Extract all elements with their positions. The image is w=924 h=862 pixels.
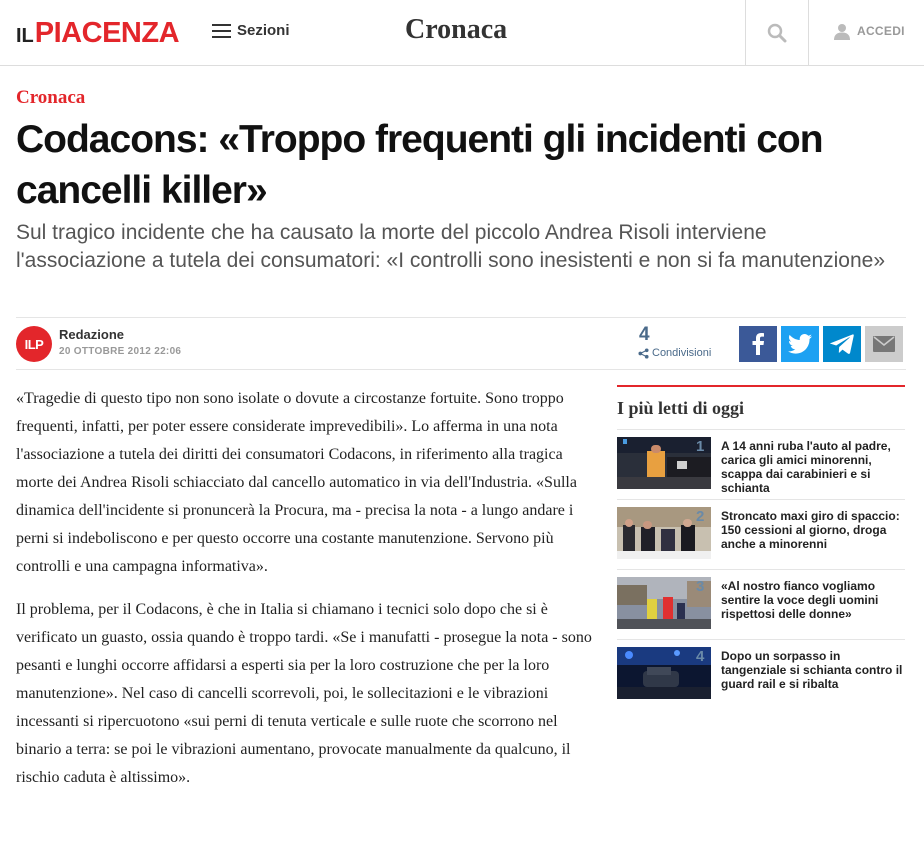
most-read-item[interactable] — [617, 570, 905, 640]
article-paragraph: Il problema, per il Codacons, è che in Italia si chiamano i tecnici solo dopo che si è verificato un guasto, ossia quando è troppo tardi. «Se i manufatti - prosegue la nota - sono pesanti e lunghi occorre affidarsi a esperti sia per la loro costruzione che per la loro manutenzione». Nel caso di cancelli scorrevoli, poi, le sollecitazioni e le vibrazioni incessanti si ripercuotono «sui perni di tenuta verticale e sulle ruote che scorrono nel binario a terra: se poi le vibrazioni aumentano, provocate manualmente da qualcuno, il rischio caduta è altissimo». — [16, 601, 592, 786]
share-icon — [638, 348, 649, 359]
email-icon — [873, 336, 895, 352]
rank-number: 2 — [696, 508, 705, 525]
twitter-icon — [788, 334, 812, 354]
twitter-share-button[interactable] — [781, 326, 819, 362]
telegram-icon — [830, 334, 854, 354]
most-read-headline[interactable]: A 14 anni ruba l'auto al padre, carica gli amici minorenni, scappa dai carabinieri e si schianta — [721, 439, 891, 495]
byline-row — [16, 317, 906, 370]
rank-number: 1 — [696, 438, 705, 455]
hamburger-icon — [212, 24, 231, 38]
most-read-headline[interactable]: Dopo un sorpasso in tangenziale si schianta contro il guard rail e si ribalta — [721, 649, 903, 691]
section-title[interactable]: Cronaca — [405, 14, 508, 45]
search-icon — [767, 23, 787, 43]
author-avatar: ILP — [16, 326, 52, 362]
rank-number: 4 — [696, 648, 705, 665]
publish-date: 20 OTTOBRE 2012 22:06 — [59, 346, 182, 357]
most-read-sidebar — [617, 385, 905, 710]
share-counter — [638, 324, 711, 359]
rank-number: 3 — [696, 578, 705, 595]
most-read-item[interactable] — [617, 430, 905, 500]
facebook-icon — [751, 333, 765, 355]
most-read-item[interactable] — [617, 640, 905, 710]
sections-menu-button[interactable] — [212, 22, 290, 39]
site-header — [0, 0, 924, 66]
article-body — [16, 385, 596, 807]
logo-prefix: IL — [16, 25, 34, 47]
author-name[interactable]: Redazione — [59, 327, 125, 342]
facebook-share-button[interactable] — [739, 326, 777, 362]
article-subheadline: Sul tragico incidente che ha causato la morte del piccolo Andrea Risoli interviene l'associazione a tutela dei consumatori: «I controlli sono inesistenti e non si fa manutenzione» — [16, 221, 886, 272]
telegram-share-button[interactable] — [823, 326, 861, 362]
article-kicker[interactable]: Cronaca — [16, 87, 86, 108]
share-label: Condivisioni — [652, 347, 712, 359]
most-read-headline[interactable]: «Al nostro fianco vogliamo sentire la voce degli uomini rispettosi delle donne» — [721, 579, 879, 621]
share-count: 4 — [639, 324, 650, 345]
sections-menu-label: Sezioni — [237, 22, 290, 39]
user-icon — [833, 22, 851, 40]
logo-name: PIACENZA — [34, 17, 180, 49]
email-share-button[interactable] — [865, 326, 903, 362]
article-headline: Codacons: «Troppo frequenti gli incidenti con cancelli killer» — [16, 118, 823, 212]
most-read-headline[interactable]: Stroncato maxi giro di spaccio: 150 cessioni al giorno, droga anche a minorenni — [721, 509, 900, 551]
article-paragraph: «Tragedie di questo tipo non sono isolate o dovute a circostanze fortuite. Sono troppo frequenti, infatti, per poter essere considerate imprevedibili». Lo afferma in una nota l'associazione a tutela dei diritti dei consumatori Codacons, in riferimento alla tragica morte dei Andrea Risoli schiacciato dal cancello automatico in via dell'Industria. «Sulla dinamica dell'incidente si pronuncerà la Procura, ma - precisa la nota - a lungo andare i perni si indeboliscono e per questo occorre una costante manutenzione. Servono più controlli e una campagna informativa». — [16, 390, 577, 575]
search-button[interactable] — [745, 0, 809, 66]
most-read-item[interactable] — [617, 500, 905, 570]
login-label: ACCEDI — [857, 24, 905, 38]
site-logo[interactable] — [16, 16, 179, 53]
most-read-title: I più letti di oggi — [617, 387, 905, 430]
login-button[interactable] — [833, 22, 905, 40]
